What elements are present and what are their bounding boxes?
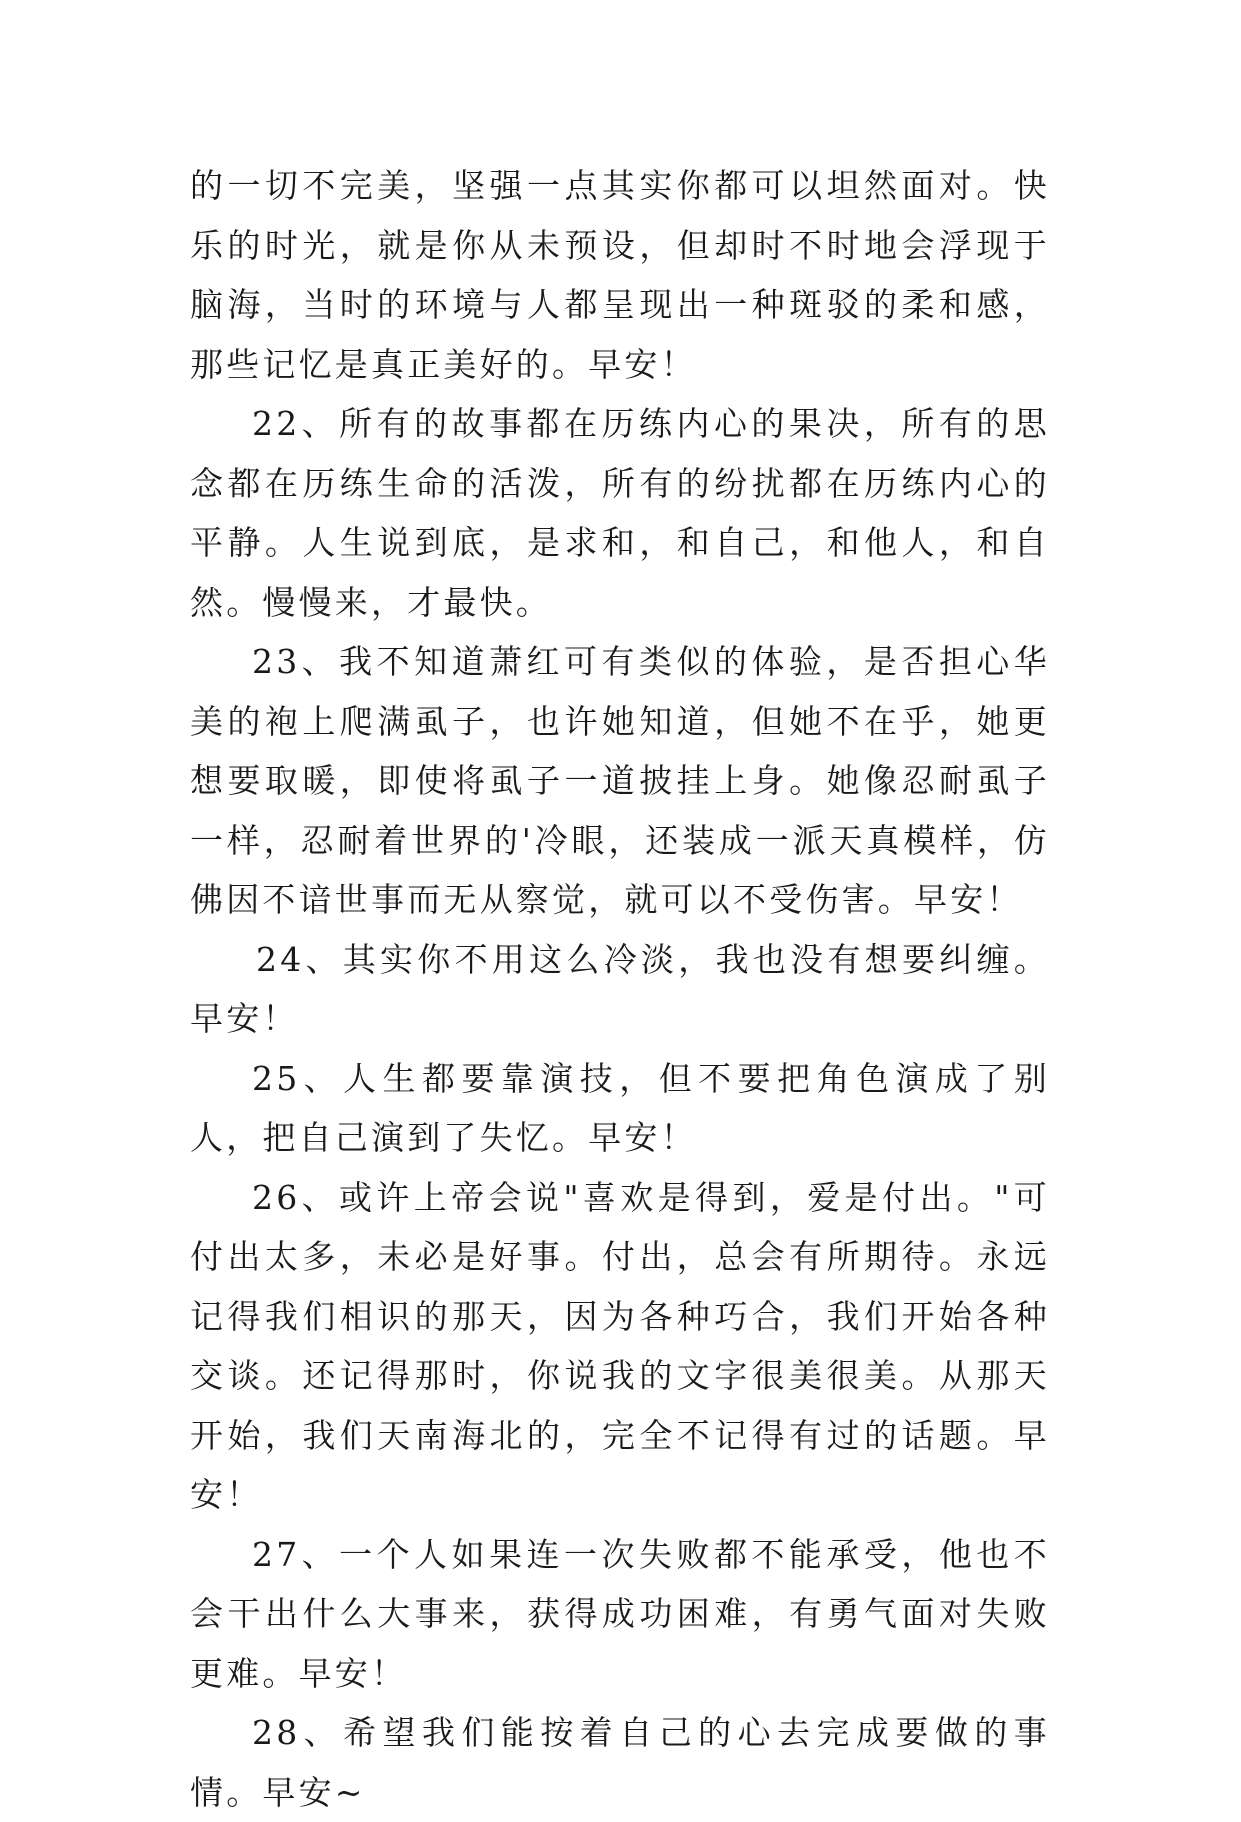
paragraph-25: 25、人生都要靠演技，但不要把角色演成了别人，把自己演到了失忆。早安！ bbox=[190, 1058, 1050, 1157]
paragraph-27: 27、一个人如果连一次失败都不能承受，他也不会干出什么大事来，获得成功困难，有勇气面对失败更难。早安！ bbox=[190, 1534, 1050, 1693]
paragraph-21-continuation: 的一切不完美，坚强一点其实你都可以坦然面对。快乐的时光，就是你从未预设，但却时不时地会浮现于脑海，当时的环境与人都呈现出一种斑驳的柔和感，那些记忆是真正美好的。早安！ bbox=[190, 166, 1050, 384]
paragraph-28: 28、希望我们能按着自己的心去完成要做的事情。早安~ bbox=[190, 1713, 1050, 1812]
paragraph-24: 24、其实你不用这么冷淡，我也没有想要纠缠。早安！ bbox=[190, 939, 1050, 1038]
paragraph-26: 26、或许上帝会说"喜欢是得到，爱是付出。"可付出太多，未必是好事。付出，总会有所期待。永远记得我们相识的那天，因为各种巧合，我们开始各种交谈。还记得那时，你说我的文字很美很美。从那天开始，我们天南海北的，完全不记得有过的话题。早安！ bbox=[190, 1177, 1050, 1514]
paragraph-23: 23、我不知道萧红可有类似的体验，是否担心华美的袍上爬满虱子，也许她知道，但她不在乎，她更想要取暖，即使将虱子一道披挂上身。她像忍耐虱子一样，忍耐着世界的'冷眼，还装成一派天真模样，仿佛因不谙世事而无从察觉，就可以不受伤害。早安！ bbox=[190, 642, 1050, 919]
document-body bbox=[190, 156, 1050, 1822]
paragraph-22: 22、所有的故事都在历练内心的果决，所有的思念都在历练生命的活泼，所有的纷扰都在历练内心的平静。人生说到底，是求和，和自己，和他人，和自然。慢慢来，才最快。 bbox=[190, 404, 1050, 622]
